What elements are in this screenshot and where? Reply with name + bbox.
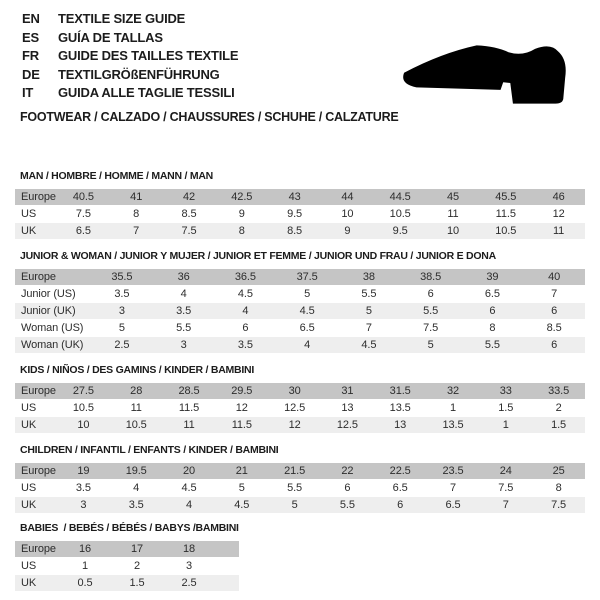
size-cell: 38 <box>338 269 400 286</box>
section-title-junior-woman: JUNIOR & WOMAN / JUNIOR Y MUJER / JUNIOR ET FEMME / JUNIOR UND FRAU / JUNIOR E DONA <box>20 250 496 262</box>
size-cell: 11.5 <box>479 206 532 223</box>
row-label-cell: Europe <box>15 269 91 286</box>
section-children <box>15 444 585 514</box>
table-row <box>15 541 239 558</box>
size-cell: 6.5 <box>462 286 524 303</box>
table-row <box>15 269 585 286</box>
size-cell: 29.5 <box>215 383 268 400</box>
size-cell: 7.5 <box>163 223 216 240</box>
language-row-de <box>22 66 238 85</box>
size-cell: 6 <box>523 337 585 354</box>
row-label-cell: US <box>15 558 59 575</box>
language-title: GUIDE DES TAILLES TEXTILE <box>58 48 239 63</box>
size-cell: 12 <box>268 417 321 434</box>
size-cell: 9 <box>215 206 268 223</box>
size-cell: 7 <box>110 223 163 240</box>
size-cell: 6.5 <box>427 497 480 514</box>
table-row <box>15 417 585 434</box>
size-cell: 3 <box>153 337 215 354</box>
size-cell: 9.5 <box>268 206 321 223</box>
size-cell: 10.5 <box>57 400 110 417</box>
size-cell: 46 <box>532 189 585 206</box>
size-cell: 1 <box>479 417 532 434</box>
size-cell: 13.5 <box>374 400 427 417</box>
size-cell: 40 <box>523 269 585 286</box>
size-cell: 4.5 <box>276 303 338 320</box>
table-row <box>15 383 585 400</box>
size-cell: 8 <box>110 206 163 223</box>
size-cell: 22 <box>321 463 374 480</box>
size-cell: 5.5 <box>338 286 400 303</box>
row-label-cell: Junior (US) <box>15 286 91 303</box>
size-cell: 10.5 <box>374 206 427 223</box>
size-cell: 8 <box>215 223 268 240</box>
size-cell: 7 <box>427 480 480 497</box>
size-cell: 3.5 <box>91 286 153 303</box>
size-table-junior-woman <box>15 269 585 354</box>
size-cell: 11 <box>163 417 216 434</box>
size-cell: 43 <box>268 189 321 206</box>
size-cell: 5 <box>215 480 268 497</box>
size-cell: 4 <box>276 337 338 354</box>
section-title-babies: BABIES / BEBÉS / BÉBÉS / BABYS /BAMBINI <box>20 522 239 534</box>
table-row <box>15 189 585 206</box>
row-label-cell: Europe <box>15 541 59 558</box>
size-cell: 39 <box>462 269 524 286</box>
filler-cell <box>215 575 239 592</box>
size-cell: 38.5 <box>400 269 462 286</box>
size-cell: 7.5 <box>400 320 462 337</box>
size-cell: 11.5 <box>163 400 216 417</box>
size-cell: 44.5 <box>374 189 427 206</box>
size-cell: 4 <box>153 286 215 303</box>
size-cell: 7.5 <box>532 497 585 514</box>
size-cell: 19 <box>57 463 110 480</box>
section-title-kids: KIDS / NIÑOS / DES GAMINS / KINDER / BAMBINI <box>20 364 255 376</box>
size-table-children <box>15 463 585 514</box>
size-cell: 8 <box>532 480 585 497</box>
size-cell: 3.5 <box>153 303 215 320</box>
size-cell: 13 <box>374 417 427 434</box>
size-cell: 37.5 <box>276 269 338 286</box>
size-cell: 8 <box>462 320 524 337</box>
size-cell: 11 <box>110 400 163 417</box>
size-cell: 2.5 <box>91 337 153 354</box>
size-cell: 6 <box>523 303 585 320</box>
size-cell: 1.5 <box>111 575 163 592</box>
size-cell: 7.5 <box>57 206 110 223</box>
table-row <box>15 497 585 514</box>
size-cell: 6 <box>321 480 374 497</box>
size-cell: 22.5 <box>374 463 427 480</box>
size-cell: 11 <box>427 206 480 223</box>
size-cell: 11 <box>532 223 585 240</box>
row-label-cell: Europe <box>15 383 57 400</box>
size-cell: 45 <box>427 189 480 206</box>
table-row <box>15 286 585 303</box>
row-label-cell: UK <box>15 497 57 514</box>
size-cell: 6 <box>400 286 462 303</box>
size-cell: 32 <box>427 383 480 400</box>
size-cell: 31.5 <box>374 383 427 400</box>
size-cell: 11.5 <box>215 417 268 434</box>
language-title: GUIDA ALLE TAGLIE TESSILI <box>58 85 235 100</box>
size-cell: 2 <box>532 400 585 417</box>
language-row-es <box>22 29 238 48</box>
size-cell: 3 <box>163 558 215 575</box>
dress-shoe-icon <box>397 30 574 107</box>
size-cell: 13 <box>321 400 374 417</box>
size-cell: 44 <box>321 189 374 206</box>
language-row-it <box>22 84 238 103</box>
language-list <box>22 10 238 103</box>
row-label-cell: Europe <box>15 189 57 206</box>
size-cell: 4 <box>110 480 163 497</box>
size-cell: 33 <box>479 383 532 400</box>
size-cell: 20 <box>163 463 216 480</box>
size-cell: 23.5 <box>427 463 480 480</box>
language-code: ES <box>22 29 39 45</box>
size-cell: 7 <box>479 497 532 514</box>
size-cell: 12.5 <box>268 400 321 417</box>
row-label-cell: US <box>15 480 57 497</box>
size-cell: 4.5 <box>215 286 277 303</box>
size-cell: 1.5 <box>479 400 532 417</box>
section-title-children: CHILDREN / INFANTIL / ENFANTS / KINDER / BAMBINI <box>20 444 279 456</box>
size-cell: 4.5 <box>338 337 400 354</box>
table-row <box>15 337 585 354</box>
language-code: FR <box>22 48 39 63</box>
table-row <box>15 558 239 575</box>
size-cell: 2 <box>111 558 163 575</box>
size-cell: 3 <box>91 303 153 320</box>
size-cell: 27.5 <box>57 383 110 400</box>
row-label-cell: Europe <box>15 463 57 480</box>
size-cell: 28 <box>110 383 163 400</box>
size-cell: 4.5 <box>215 497 268 514</box>
section-man <box>15 170 585 240</box>
size-cell: 4 <box>215 303 277 320</box>
size-cell: 4 <box>163 497 216 514</box>
language-title: GUÍA DE TALLAS <box>58 29 163 45</box>
size-cell: 1 <box>427 400 480 417</box>
size-cell: 7 <box>523 286 585 303</box>
table-row <box>15 463 585 480</box>
section-junior-woman <box>15 250 585 354</box>
size-cell: 35.5 <box>91 269 153 286</box>
size-cell: 10 <box>57 417 110 434</box>
size-cell: 6.5 <box>57 223 110 240</box>
size-cell: 5.5 <box>462 337 524 354</box>
size-cell: 42.5 <box>215 189 268 206</box>
size-cell: 6 <box>215 320 277 337</box>
size-cell: 5 <box>276 286 338 303</box>
row-label-cell: Woman (UK) <box>15 337 91 354</box>
size-cell: 6.5 <box>374 480 427 497</box>
size-cell: 3.5 <box>110 497 163 514</box>
size-cell: 13.5 <box>427 417 480 434</box>
size-cell: 2.5 <box>163 575 215 592</box>
table-row <box>15 320 585 337</box>
size-cell: 5 <box>400 337 462 354</box>
size-cell: 17 <box>111 541 163 558</box>
size-cell: 3.5 <box>215 337 277 354</box>
size-cell: 21 <box>215 463 268 480</box>
size-cell: 12 <box>215 400 268 417</box>
size-cell: 31 <box>321 383 374 400</box>
size-cell: 0.5 <box>59 575 111 592</box>
row-label-cell: UK <box>15 223 57 240</box>
size-table-babies <box>15 541 239 592</box>
row-label-cell: US <box>15 400 57 417</box>
size-cell: 6 <box>462 303 524 320</box>
size-cell: 5.5 <box>321 497 374 514</box>
language-title: TEXTILE SIZE GUIDE <box>58 11 186 26</box>
size-cell: 36.5 <box>215 269 277 286</box>
size-cell: 9 <box>321 223 374 240</box>
size-cell: 5.5 <box>400 303 462 320</box>
size-cell: 10 <box>321 206 374 223</box>
row-label-cell: UK <box>15 417 57 434</box>
language-row-fr <box>22 47 238 66</box>
section-babies <box>15 522 239 592</box>
table-row <box>15 575 239 592</box>
section-title-man: MAN / HOMBRE / HOMME / MANN / MAN <box>20 170 213 182</box>
size-cell: 8.5 <box>268 223 321 240</box>
size-cell: 12.5 <box>321 417 374 434</box>
language-code: DE <box>22 66 40 82</box>
table-row <box>15 400 585 417</box>
size-cell: 45.5 <box>479 189 532 206</box>
size-cell: 7.5 <box>479 480 532 497</box>
size-table-kids <box>15 383 585 434</box>
size-cell: 19.5 <box>110 463 163 480</box>
size-cell: 5.5 <box>153 320 215 337</box>
size-cell: 9.5 <box>374 223 427 240</box>
size-cell: 5.5 <box>268 480 321 497</box>
table-row <box>15 480 585 497</box>
table-row <box>15 303 585 320</box>
size-cell: 18 <box>163 541 215 558</box>
size-cell: 4.5 <box>163 480 216 497</box>
size-cell: 1 <box>59 558 111 575</box>
size-cell: 6.5 <box>276 320 338 337</box>
size-cell: 21.5 <box>268 463 321 480</box>
language-row-en <box>22 10 238 29</box>
size-cell: 7 <box>338 320 400 337</box>
size-cell: 5 <box>91 320 153 337</box>
size-cell: 1.5 <box>532 417 585 434</box>
size-cell: 28.5 <box>163 383 216 400</box>
table-row <box>15 223 585 240</box>
size-cell: 33.5 <box>532 383 585 400</box>
size-cell: 3 <box>57 497 110 514</box>
size-cell: 10.5 <box>110 417 163 434</box>
filler-cell <box>215 558 239 575</box>
size-table-man <box>15 189 585 240</box>
category-title: FOOTWEAR / CALZADO / CHAUSSURES / SCHUHE / CALZATURE <box>20 110 399 124</box>
size-cell: 24 <box>479 463 532 480</box>
size-cell: 25 <box>532 463 585 480</box>
size-cell: 40.5 <box>57 189 110 206</box>
size-cell: 8.5 <box>163 206 216 223</box>
size-cell: 10.5 <box>479 223 532 240</box>
size-cell: 10 <box>427 223 480 240</box>
size-cell: 42 <box>163 189 216 206</box>
section-kids <box>15 364 585 434</box>
size-cell: 30 <box>268 383 321 400</box>
size-cell: 12 <box>532 206 585 223</box>
size-cell: 16 <box>59 541 111 558</box>
size-cell: 3.5 <box>57 480 110 497</box>
size-cell: 5 <box>268 497 321 514</box>
size-cell: 5 <box>338 303 400 320</box>
row-label-cell: Junior (UK) <box>15 303 91 320</box>
table-row <box>15 206 585 223</box>
language-title: TEXTILGRÖßENFÜHRUNG <box>58 66 220 82</box>
size-cell: 36 <box>153 269 215 286</box>
filler-cell <box>215 541 239 558</box>
row-label-cell: US <box>15 206 57 223</box>
row-label-cell: Woman (US) <box>15 320 91 337</box>
size-cell: 6 <box>374 497 427 514</box>
size-cell: 8.5 <box>523 320 585 337</box>
language-code: EN <box>22 11 40 26</box>
language-code: IT <box>22 85 34 100</box>
size-cell: 41 <box>110 189 163 206</box>
row-label-cell: UK <box>15 575 59 592</box>
